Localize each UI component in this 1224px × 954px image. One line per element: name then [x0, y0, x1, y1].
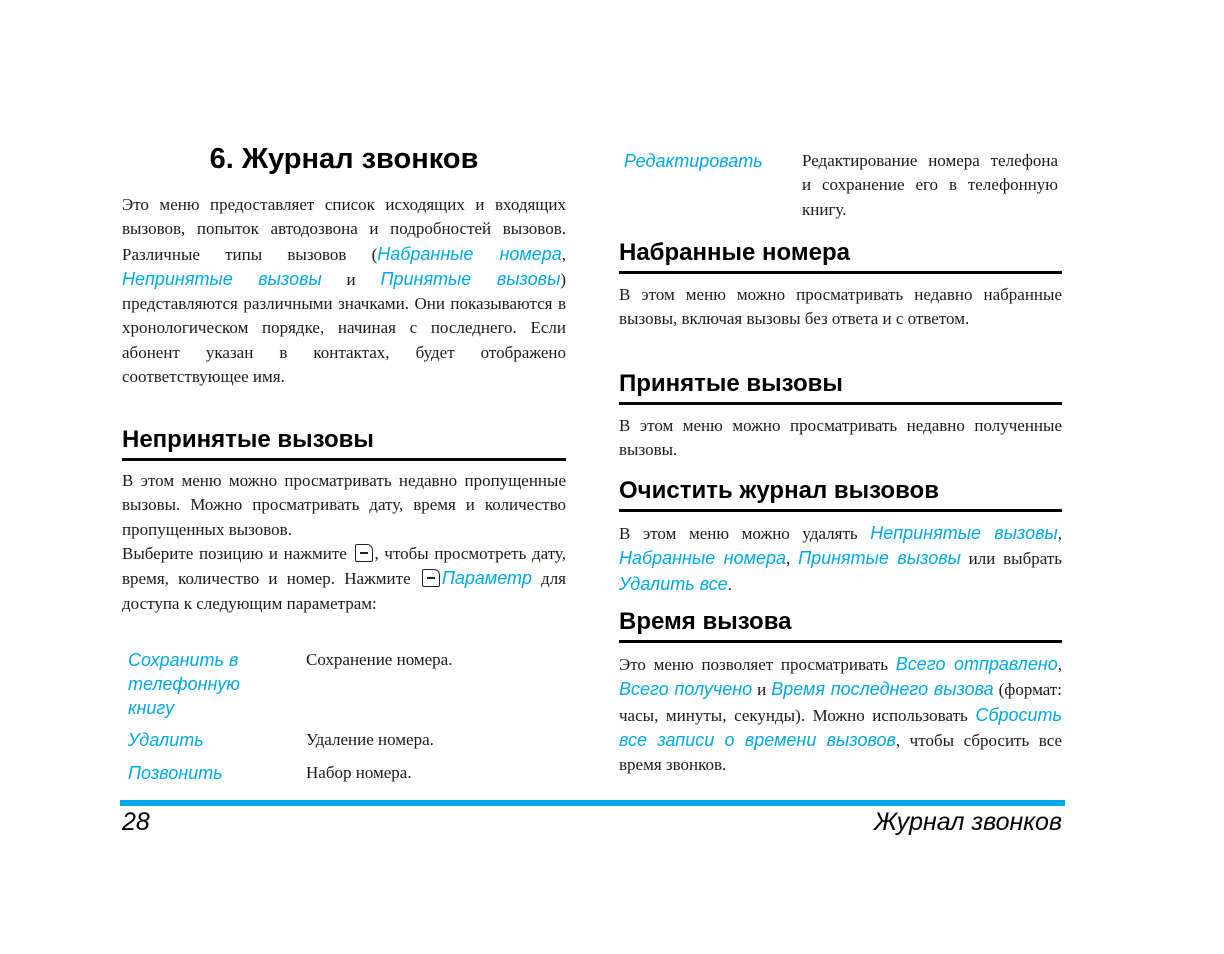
intro-text-1: Это меню предоставляет список исходящих и входящих вызовов, попыток автодозвона и подробностей вызовов. Различные типы вызовов (: [122, 195, 566, 264]
term-reset-times: Сбросить все записи о времени вызовов: [619, 704, 1062, 750]
duration-text-1: Это меню позволяет просматривать: [619, 655, 896, 674]
duration-text-2: ,: [1057, 655, 1062, 674]
heading-call-duration: Время вызова: [619, 607, 1062, 643]
term-dialed: Набранные номера: [619, 548, 787, 569]
term-last-call: Время последнего вызова: [771, 679, 994, 700]
missed-text-c: для доступа к следующим параметрам:: [122, 569, 566, 613]
missed-text-b: , чтобы просмотреть дату, время, количество и номер. Нажмите: [122, 544, 566, 589]
clear-text-4: или выбрать: [960, 549, 1063, 569]
term-missed: Непринятые вызовы: [122, 268, 322, 289]
term-dialed: Набранные номера: [377, 243, 562, 264]
option-edit-desc: Редактирование номера телефона и сохранение его в телефонную книгу.: [802, 151, 1058, 219]
option-delete-desc: Удаление номера.: [306, 730, 434, 749]
term-total-received: Всего получено: [619, 679, 753, 700]
received-paragraph: В этом меню можно просматривать недавно полученные вызовы.: [619, 416, 1062, 460]
clear-paragraph: [619, 521, 1062, 597]
duration-text-4: (формат: часы, минуты, секунды). Можно использовать: [619, 680, 1062, 725]
missed-paragraph-2: [122, 542, 566, 616]
option-save-label: Сохранить в телефонную книгу: [128, 650, 240, 718]
duration-text-3: и: [752, 680, 772, 700]
option-call-desc: Набор номера.: [306, 763, 412, 782]
page-number: 28: [122, 808, 150, 836]
clear-text-5: .: [727, 574, 732, 594]
clear-text-1: В этом меню можно удалять: [619, 524, 871, 543]
clear-text-3: ,: [786, 549, 799, 569]
duration-paragraph: [619, 652, 1062, 777]
intro-text-3: и: [321, 269, 381, 289]
footer-section-title: Журнал звонков: [873, 808, 1062, 836]
dialed-paragraph: В этом меню можно просматривать недавно набранные вызовы, включая вызовы без ответа и с ответом.: [619, 285, 1062, 329]
term-delete-all: Удалить все: [619, 573, 728, 594]
heading-missed-calls: Непринятые вызовы: [122, 425, 566, 461]
option-delete-label: Удалить: [128, 730, 204, 750]
heading-clear-log: Очистить журнал вызовов: [619, 476, 1062, 512]
duration-text-5: , чтобы сбросить все время звонков.: [619, 730, 1063, 775]
option-edit-label: Редактировать: [624, 151, 763, 171]
option-call-label: Позвонить: [128, 763, 223, 783]
option-save-desc: Сохранение номера.: [306, 650, 453, 669]
term-missed: Непринятые вызовы: [870, 523, 1058, 543]
heading-received-calls: Принятые вызовы: [619, 369, 1062, 405]
softkey-icon: [422, 569, 440, 587]
term-received: Принятые вызовы: [380, 268, 561, 289]
intro-text-2: ,: [561, 244, 566, 264]
intro-paragraph: [122, 193, 566, 389]
heading-dialed-numbers: Набранные номера: [619, 238, 1062, 274]
footer-divider: [120, 800, 1065, 806]
intro-text-4: ) представляются различными значками. Они показываются в хронологическом порядке, начиная с последнего. Если абонент указан в контактах, будет отображено соответствующее имя.: [122, 269, 566, 387]
missed-paragraph-1: В этом меню можно просматривать недавно пропущенные вызовы. Можно просматривать дату, время и количество пропущенных вызовов.: [122, 471, 566, 539]
chapter-title: 6. Журнал звонков: [209, 143, 479, 175]
term-received: Принятые вызовы: [798, 548, 961, 569]
term-option: Параметр: [441, 568, 532, 589]
term-total-sent: Всего отправлено: [895, 654, 1058, 674]
softkey-icon: [355, 544, 373, 562]
clear-text-2: ,: [1057, 524, 1063, 543]
missed-text-a: Выберите позицию и нажмите: [122, 544, 353, 563]
